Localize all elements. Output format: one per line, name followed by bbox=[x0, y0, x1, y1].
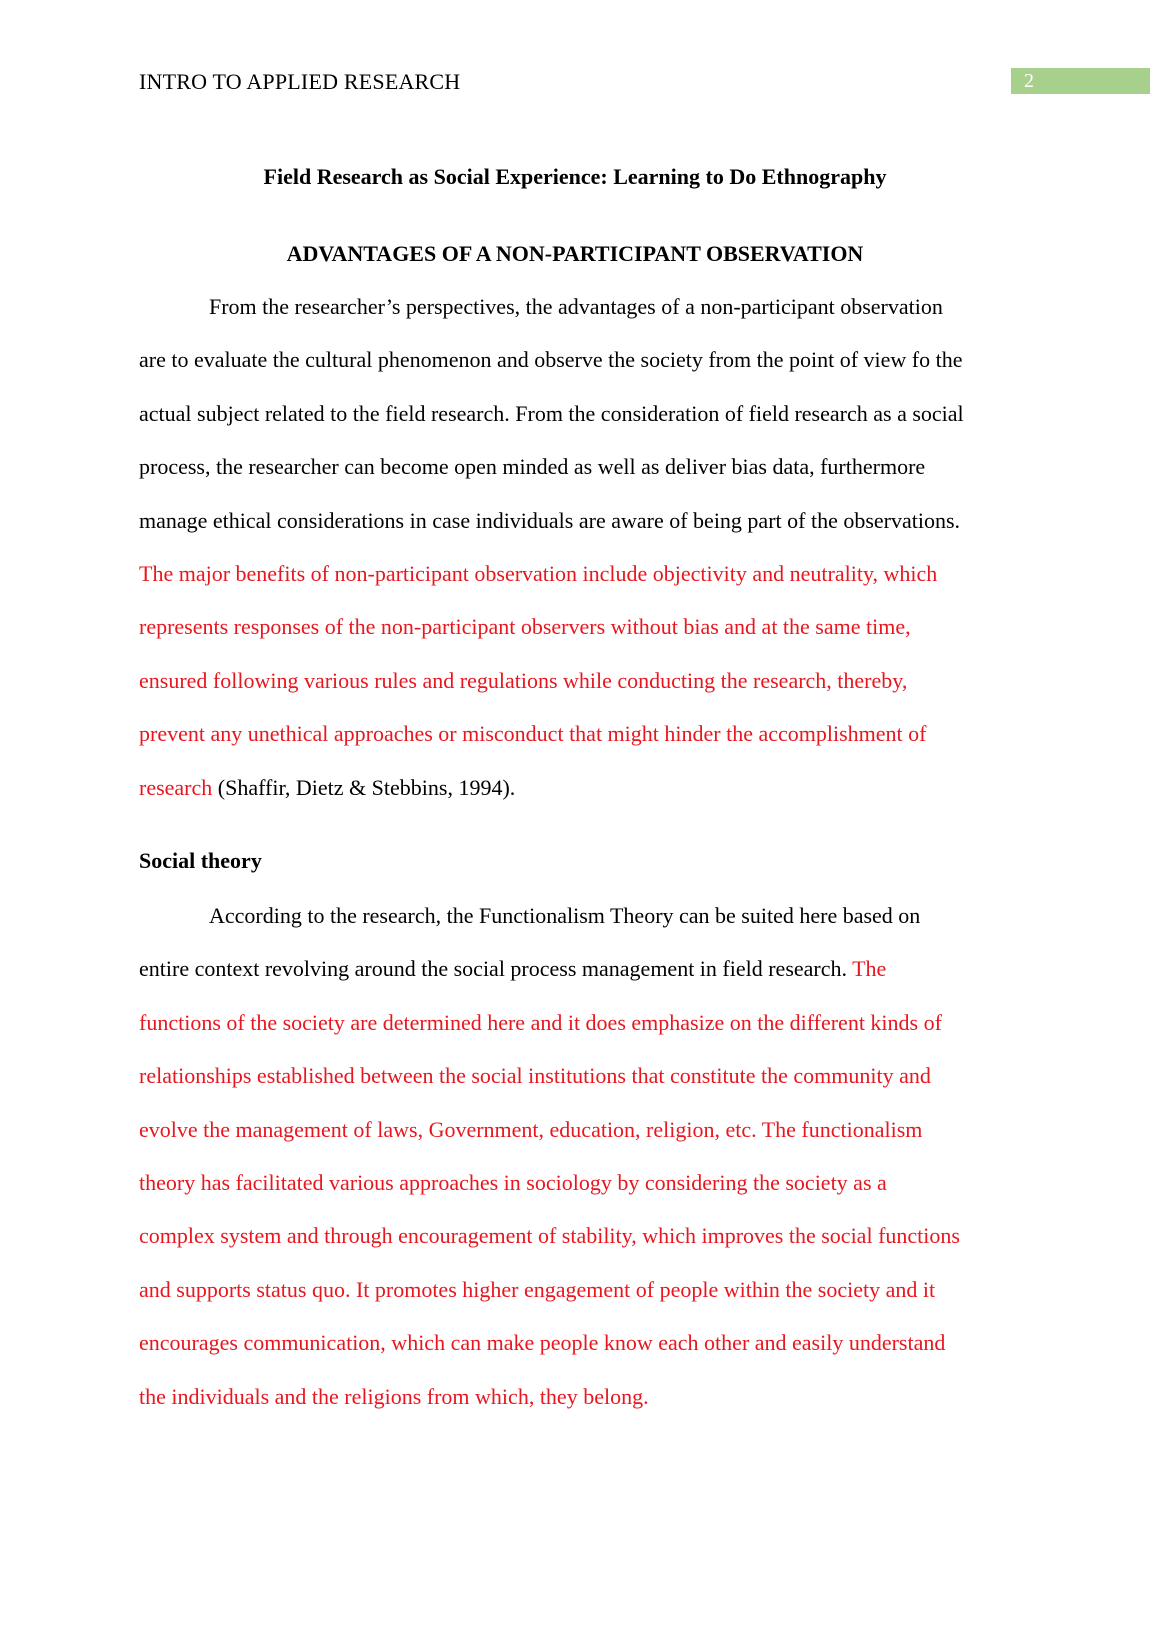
paragraph-line: From the researcher’s perspectives, the advantages of a non-participant observation bbox=[209, 294, 943, 319]
paragraph-line: are to evaluate the cultural phenomenon and observe the society from the point of view fo the bbox=[139, 347, 963, 373]
highlighted-line: prevent any unethical approaches or misconduct that might hinder the accomplishment of bbox=[139, 721, 927, 747]
paragraph-line: manage ethical considerations in case individuals are aware of being part of the observations. bbox=[139, 507, 961, 533]
highlighted-line: represents responses of the non-participant observers without bias and at the same time, bbox=[139, 614, 911, 640]
highlighted-line: complex system and through encouragement of stability, which improves the social functions bbox=[139, 1223, 960, 1249]
paragraph-line-mixed bbox=[139, 942, 1011, 995]
highlighted-text: research bbox=[139, 774, 213, 800]
highlighted-line: functions of the society are determined here and it does emphasize on the different kinds of bbox=[139, 1009, 942, 1035]
paragraph-advantages bbox=[139, 280, 1011, 814]
highlighted-text: The bbox=[852, 956, 887, 982]
highlighted-line: ensured following various rules and regulations while conducting the research, thereby, bbox=[139, 667, 908, 693]
document-title: Field Research as Social Experience: Learning to Do Ethnography bbox=[263, 164, 887, 189]
highlighted-line: relationships established between the social institutions that constitute the community and bbox=[139, 1063, 931, 1089]
highlighted-line: theory has facilitated various approaches in sociology by considering the society as a bbox=[139, 1169, 887, 1195]
highlighted-line: The major benefits of non-participant observation include objectivity and neutrality, which bbox=[139, 560, 938, 586]
highlighted-line: and supports status quo. It promotes higher engagement of people within the society and it bbox=[139, 1276, 936, 1302]
plain-text: entire context revolving around the social process management in field research. bbox=[139, 956, 853, 982]
paragraph-line-mixed bbox=[139, 761, 1011, 814]
citation-text: (Shaffir, Dietz & Stebbins, 1994). bbox=[212, 774, 516, 800]
highlighted-line: the individuals and the religions from which, they belong. bbox=[139, 1383, 649, 1409]
highlighted-line: evolve the management of laws, Government, education, religion, etc. The functionalism bbox=[139, 1116, 923, 1142]
running-header: INTRO TO APPLIED RESEARCH bbox=[139, 69, 461, 94]
paragraph-line: process, the researcher can become open minded as well as deliver bias data, furthermore bbox=[139, 454, 926, 480]
paragraph-line: actual subject related to the field research. From the consideration of field research as a social bbox=[139, 400, 964, 426]
paragraph-social-theory bbox=[139, 889, 1011, 1423]
page-number: 2 bbox=[1011, 68, 1150, 94]
section-heading: ADVANTAGES OF A NON-PARTICIPANT OBSERVATION bbox=[286, 241, 864, 266]
highlighted-line: encourages communication, which can make people know each other and easily understand bbox=[139, 1330, 946, 1356]
paragraph-line: According to the research, the Functionalism Theory can be suited here based on bbox=[209, 903, 921, 928]
subheading-social-theory: Social theory bbox=[139, 848, 262, 873]
